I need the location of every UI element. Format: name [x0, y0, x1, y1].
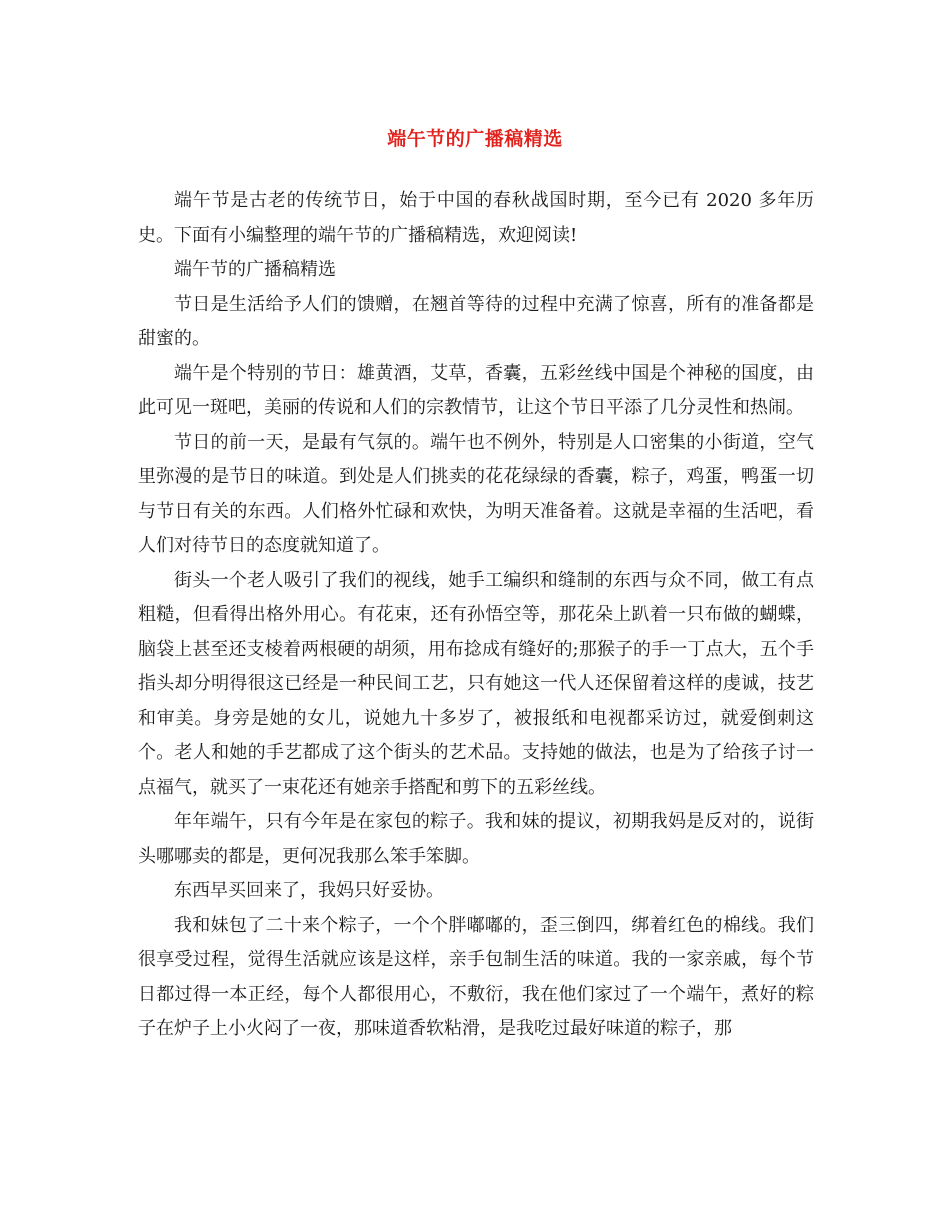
- paragraph: 街头一个老人吸引了我们的视线，她手工编织和缝制的东西与众不同，做工有点粗糙，但看得出格外用心。有花束，还有孙悟空等，那花朵上趴着一只布做的蝴蝶，脑袋上甚至还支棱着两根硬的胡须，用布捻成有缝好的;那猴子的手一丁点大，五个手指头却分明得很这已经是一种民间工艺，只有她这一代人还保留着这样的虔诚，技艺和审美。身旁是她的女儿，说她九十多岁了，被报纸和电视都采访过，就爱倒刺这个。老人和她的手艺都成了这个街头的艺术品。支持她的做法，也是为了给孩子讨一点福气，就买了一束花还有她亲手搭配和剪下的五彩丝线。: [138, 569, 814, 798]
- paragraph-subtitle: 端午节的广播稿精选: [174, 259, 336, 280]
- document-title: 端午节的广播稿精选: [387, 128, 563, 150]
- paragraph: 我和妹包了二十来个粽子，一个个胖嘟嘟的，歪三倒四，绑着红色的棉线。我们很享受过程，觉得生活就应该是这样，亲手包制生活的味道。我的一家亲戚，每个节日都过得一本正经，每个人都很用心，不敷衍，我在他们家过了一个端午，煮好的粽子在炉子上小火闷了一夜，那味道香软粘滑，是我吃过最好味道的粽子，那: [138, 914, 814, 1039]
- document-body: [138, 184, 814, 1047]
- paragraph-intro: 端午节是古老的传统节日，始于中国的春秋战国时期，至今已有 2020 多年历史。下面有小编整理的端午节的广播稿精选，欢迎阅读!: [138, 190, 814, 246]
- paragraph: 节日是生活给予人们的馈赠，在翘首等待的过程中充满了惊喜，所有的准备都是甜蜜的。: [138, 293, 814, 349]
- paragraph: 节日的前一天，是最有气氛的。端午也不例外，特别是人口密集的小街道，空气里弥漫的是节日的味道。到处是人们挑卖的花花绿绿的香囊，粽子，鸡蛋，鸭蛋一切与节日有关的东西。人们格外忙碌和欢快，为明天准备着。这就是幸福的生活吧，看人们对待节日的态度就知道了。: [138, 431, 814, 556]
- paragraph: 端午是个特别的节日：雄黄酒，艾草，香囊，五彩丝线中国是个神秘的国度，由此可见一斑吧，美丽的传说和人们的宗教情节，让这个节日平添了几分灵性和热闹。: [138, 362, 814, 418]
- paragraph: 年年端午，只有今年是在家包的粽子。我和妹的提议，初期我妈是反对的，说街头哪哪卖的都是，更何况我那么笨手笨脚。: [138, 811, 814, 867]
- paragraph: 东西早买回来了，我妈只好妥协。: [174, 880, 444, 901]
